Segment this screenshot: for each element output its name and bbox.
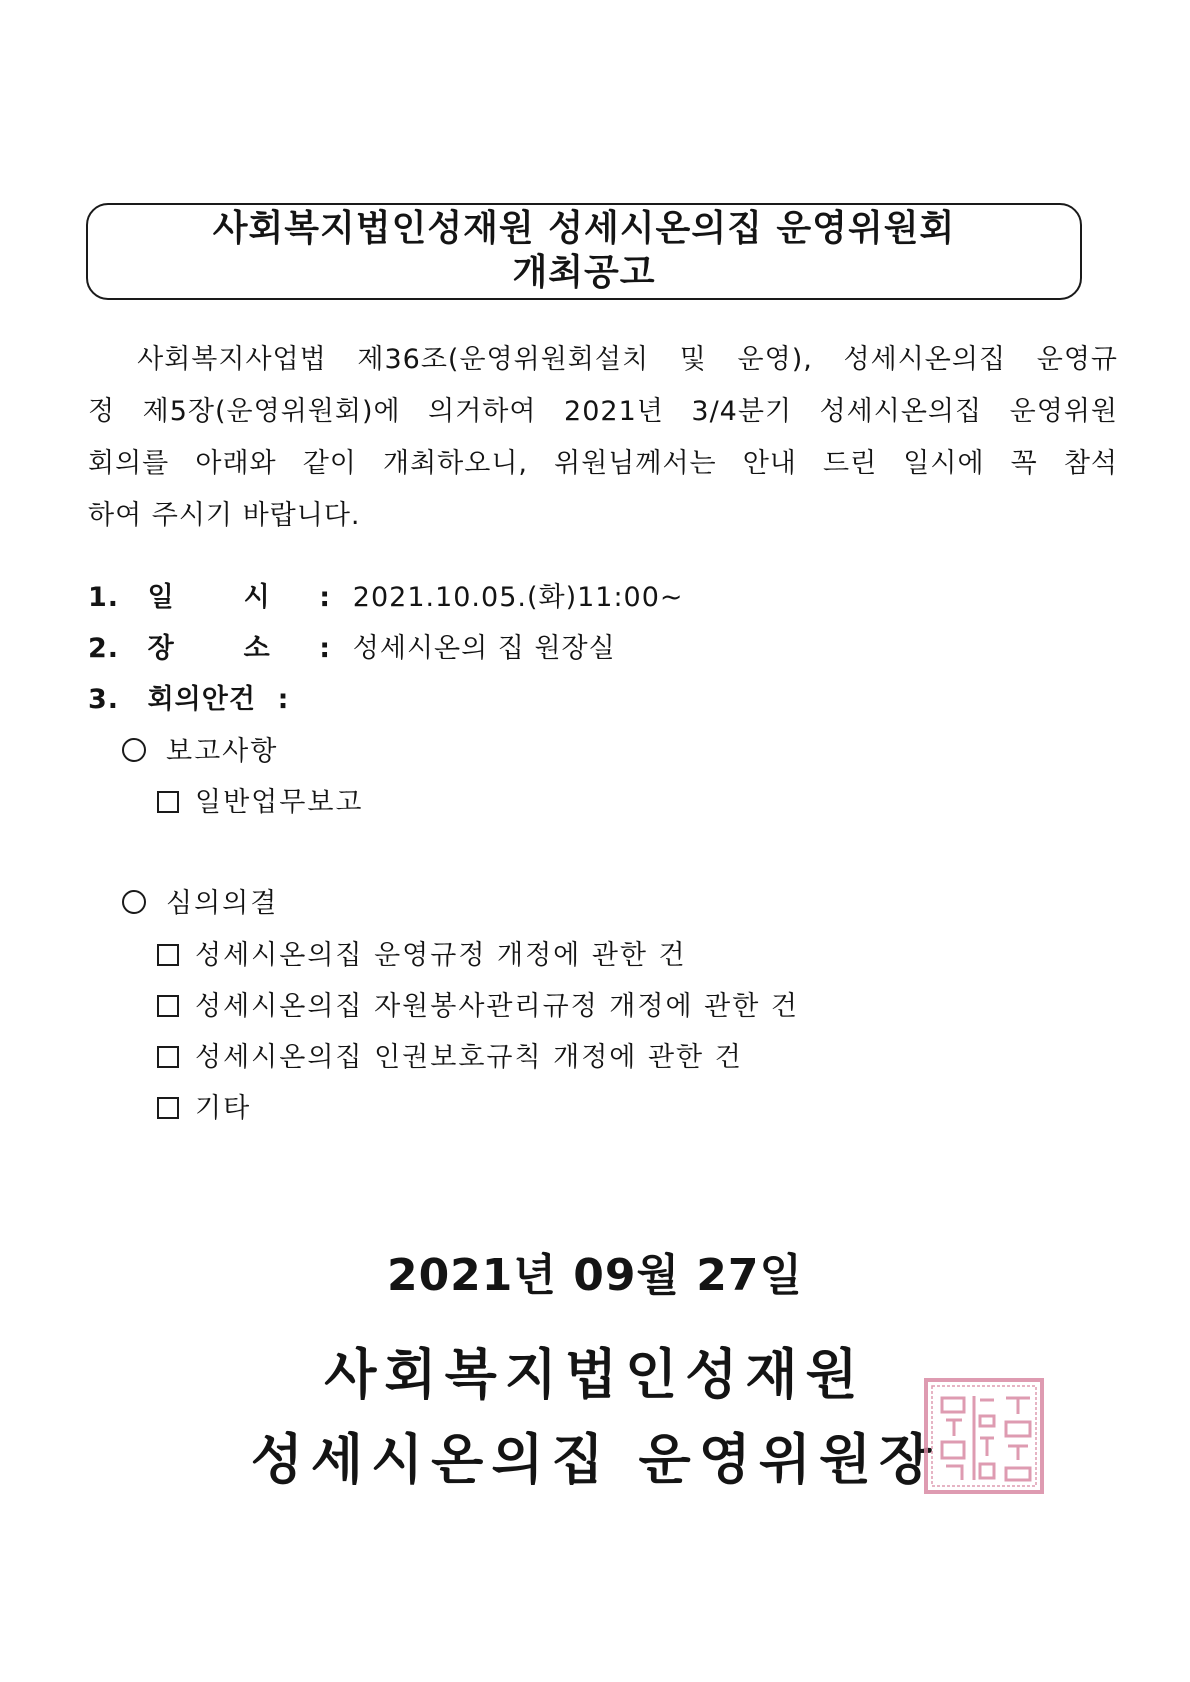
item-colon: : bbox=[319, 582, 332, 613]
agenda-report-item bbox=[157, 785, 364, 821]
notice-title-line1: 사회복지법인성재원 성세시온의집 운영위원회 bbox=[212, 208, 956, 249]
item-place bbox=[88, 631, 616, 667]
body-line-3: 회의를 아래와 같이 개최하오니, 위원님께서는 안내 드린 일시에 꼭 참석 bbox=[88, 448, 1118, 479]
body-line-4: 하여 주시기 바랍니다. bbox=[88, 500, 361, 531]
agenda-item-text: 성세시온의집 운영규정 개정에 관한 건 bbox=[195, 940, 687, 971]
agenda-item-text: 성세시온의집 자원봉사관리규정 개정에 관한 건 bbox=[195, 991, 799, 1022]
circle-bullet-icon bbox=[122, 738, 146, 762]
item-number: 1. bbox=[88, 582, 120, 613]
item-label bbox=[148, 580, 298, 616]
agenda-item-text: 기타 bbox=[195, 1093, 252, 1124]
item-agenda bbox=[88, 682, 302, 718]
item-value: 2021.10.05.(화)11:00~ bbox=[352, 582, 684, 613]
agenda-report-heading bbox=[122, 734, 278, 770]
notice-title-line2: 개최공고 bbox=[512, 252, 656, 293]
agenda-item-text: 성세시온의집 인권보호규칙 개정에 관한 건 bbox=[195, 1042, 743, 1073]
agenda-deliberation-item bbox=[157, 1091, 251, 1127]
notice-date: 2021년 09월 27일 bbox=[386, 1250, 804, 1301]
official-seal-icon bbox=[922, 1376, 1046, 1496]
agenda-item-text: 일반업무보고 bbox=[195, 787, 364, 818]
signatory-title: 성세시온의집 운영위원장 bbox=[250, 1428, 940, 1491]
square-bullet-icon bbox=[157, 944, 179, 966]
agenda-heading-text: 보고사항 bbox=[166, 736, 279, 767]
item-label-part: 일 bbox=[147, 582, 175, 613]
notice-body-paragraph bbox=[88, 334, 1118, 542]
item-datetime bbox=[88, 580, 684, 616]
body-line-2: 정 제5장(운영위원회)에 의거하여 2021년 3/4분기 성세시온의집 운영위원 bbox=[88, 396, 1118, 427]
circle-bullet-icon bbox=[122, 890, 146, 914]
item-label: 회의안건 bbox=[147, 684, 256, 715]
square-bullet-icon bbox=[157, 995, 179, 1017]
agenda-heading-text: 심의의결 bbox=[166, 888, 279, 919]
org-name: 사회복지법인성재원 bbox=[324, 1343, 866, 1406]
agenda-deliberation-item bbox=[157, 989, 799, 1025]
item-number: 2. bbox=[88, 633, 120, 664]
agenda-deliberation-item bbox=[157, 938, 687, 974]
agenda-deliberation-heading bbox=[122, 886, 278, 922]
item-label-part: 시 bbox=[243, 582, 271, 613]
item-label-part: 장 bbox=[147, 633, 175, 664]
square-bullet-icon bbox=[157, 1046, 179, 1068]
item-label bbox=[148, 631, 298, 667]
square-bullet-icon bbox=[157, 1097, 179, 1119]
item-label-part: 소 bbox=[243, 633, 271, 664]
square-bullet-icon bbox=[157, 791, 179, 813]
item-number: 3. bbox=[88, 684, 120, 715]
item-value: 성세시온의 집 원장실 bbox=[352, 633, 616, 664]
item-colon: : bbox=[277, 684, 290, 715]
item-colon: : bbox=[319, 633, 332, 664]
notice-title-box bbox=[86, 203, 1082, 300]
agenda-deliberation-item bbox=[157, 1040, 743, 1076]
body-line-1: 사회복지사업법 제36조(운영위원회설치 및 운영), 성세시온의집 운영규 bbox=[88, 344, 1118, 375]
